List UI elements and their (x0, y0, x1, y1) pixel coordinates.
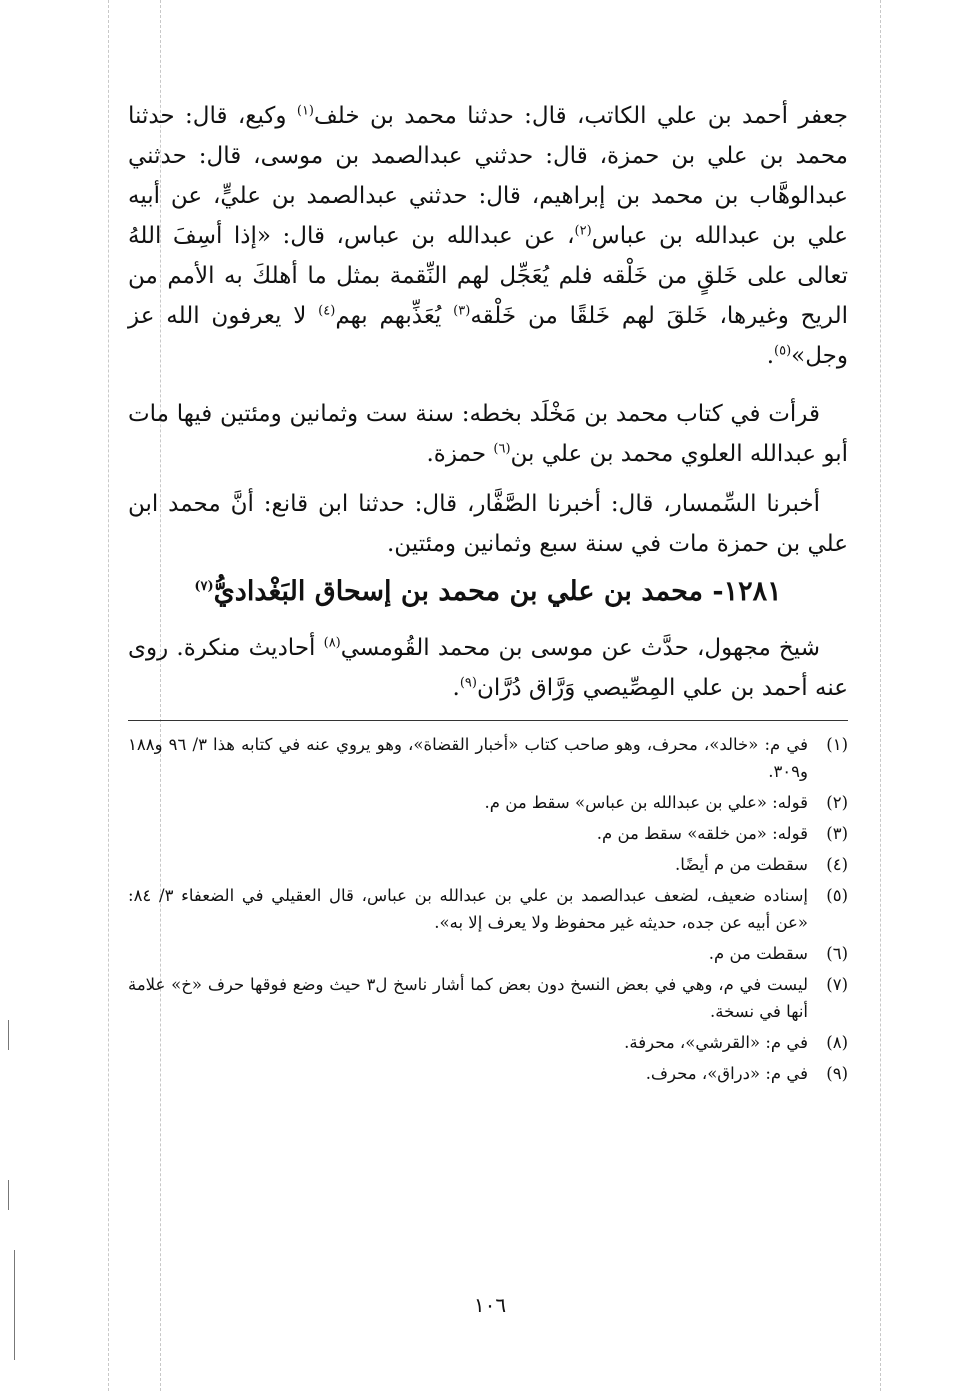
footnote-number: (٥) (826, 886, 848, 905)
footnote-ref: (٢) (574, 223, 592, 239)
footnote-item (128, 851, 848, 878)
footnote-number: (٣) (826, 824, 848, 843)
text-run: يُعَذِّبهم بهم (335, 303, 454, 329)
footnote-number: (٩) (826, 1064, 848, 1083)
footnote-item (128, 940, 848, 967)
footnote-ref: (٦) (493, 441, 511, 457)
footnote-ref: (٧) (194, 579, 214, 594)
footnote-ref: (٩) (459, 675, 477, 691)
text-run: أخبرنا السِّمسار، قال: أخبرنا الصَّفَّار، قال: حدثنا ابن قانع: أنَّ محمد ابن علي بن حمزة مات في سنة سبع وثمانين ومئتين. (128, 491, 848, 557)
footnote-text: سقطت من م أيضًا. (674, 855, 808, 874)
footnote-item (128, 789, 848, 816)
footnotes-list (128, 731, 848, 1087)
footnote-item (128, 1029, 848, 1056)
text-run: . (766, 343, 775, 369)
footnote-text: سقطت من م. (708, 944, 808, 963)
footnote-number: (٦) (826, 944, 848, 963)
footnote-number: (٨) (826, 1033, 848, 1052)
footnote-ref: (٨) (323, 635, 341, 651)
margin-mark (8, 1020, 9, 1050)
text-run: جعفر أحمد بن علي الكاتب، قال: حدثنا محمد بن خلف (314, 103, 848, 129)
document-page (128, 96, 848, 1091)
text-run: وكيع، قال: حدثنا محمد بن علي بن حمزة، قال: حدثني عبدالصمد بن موسى، قال: حدثني عبدالوهَّاب بن محمد بن إبراهيم، قال: حدثني عبدالصمد بن عليٍّ، عن أبيه علي بن عبدالله بن عباس (128, 103, 848, 249)
footnote-text: قوله: «من خلقه» سقط من م. (596, 824, 808, 843)
footnote-item (128, 882, 848, 936)
footnote-text: إسناده ضعيف، لضعف عبدالصمد بن علي بن عبدالله بن عباس، قال العقيلي في الضعفاء ٣/ ٨٤: «عن أبيه عن جده، حديثه غير محفوظ ولا يعرف إلا به». (128, 886, 808, 932)
text-run: . (452, 675, 460, 701)
text-run: قرأت في كتاب محمد بن مَخْلَد بخطه: سنة ست وثمانين ومئتين فيها مات أبو عبدالله العلوي محمد بن علي بن (128, 401, 848, 467)
text-run: ١٢٨١- محمد بن علي بن محمد بن إسحاق البَغْداديُّ (213, 576, 782, 607)
footnote-text: في م: «خالد»، محرف، وهو صاحب كتاب «أخبار القضاة»، وهو يروي عنه في كتابه هذا ٣/ ٩٦ و١٨٨ و٣٠٩. (128, 735, 808, 781)
entry-body (128, 628, 848, 708)
text-run: أحاديث منكرة. روى عنه أحمد بن علي المِصِّيصي وَرَّاق دُرَّان (128, 635, 848, 701)
text-run: حمزة. (426, 441, 494, 467)
margin-mark (8, 1180, 9, 1210)
footnote-item (128, 971, 848, 1025)
scan-artifact-line (108, 0, 109, 1391)
isnad-paragraph (128, 96, 848, 376)
footnote-text: قوله: «علي بن عبدالله بن عباس» سقط من م. (484, 793, 808, 812)
text-run: ، عن عبدالله بن عباس، قال: «إذا أسِفَ اللهُ تعالى على خَلقٍ من خَلْقه فلم يُعَجِّل لهم النِّقمة بمثل ما أهلكَ به الأمم من الريح وغيرها، خَلقَ لهم خَلقًا من خَلْقه (128, 223, 849, 329)
footnote-number: (١) (826, 735, 848, 754)
text-run: شيخ مجهول، حدَّث عن موسى بن محمد القُومسي (340, 635, 820, 661)
footnote-ref: (١) (296, 103, 314, 119)
footnote-ref: (٥) (774, 343, 792, 359)
text-run: لا يعرفون الله عز وجل» (128, 303, 848, 369)
entry-title (128, 570, 848, 614)
page-number: ١٠٦ (473, 1293, 507, 1317)
footnote-text: في م: «القرشي»، محرفة. (624, 1033, 808, 1052)
footnote-number: (٤) (826, 855, 848, 874)
footnote-item (128, 820, 848, 847)
footnote-item (128, 731, 848, 785)
death-note-paragraph (128, 394, 848, 474)
footnote-number: (٧) (826, 975, 848, 994)
footnote-number: (٢) (826, 793, 848, 812)
footnote-item (128, 1060, 848, 1087)
footnote-text: في م: «دراق»، محرف. (645, 1064, 808, 1083)
footnote-text: ليست في م، وهي في بعض النسخ دون بعض كما أشار ناسخ ل٣ حيث وضع فوقها حرف «خ» علامة أنها في نسخة. (128, 975, 808, 1021)
death-note-paragraph (128, 484, 848, 564)
footnote-separator (128, 720, 848, 721)
footnote-ref: (٤) (318, 303, 336, 319)
scan-artifact-line (880, 0, 881, 1391)
footnote-ref: (٣) (453, 303, 471, 319)
